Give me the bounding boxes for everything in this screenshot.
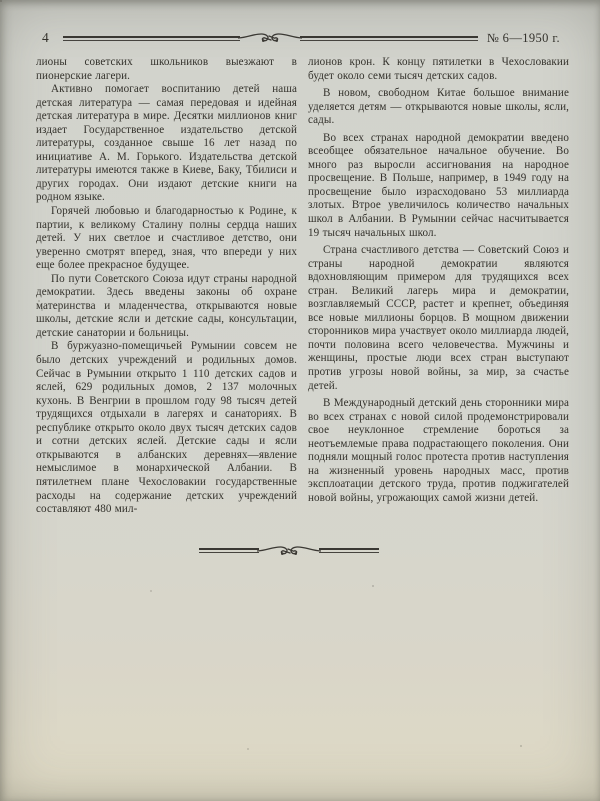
footer-rule-right bbox=[319, 548, 379, 553]
header-rule-right bbox=[300, 36, 478, 41]
footer-divider bbox=[199, 544, 379, 558]
paragraph: Активно помогает воспитанию детей наша детская литература — самая передовая и идейная детская литература в мире. Десятки миллионов книг издает Государственное издательство детской литературы, созданное свыше 16 лет назад по инициативе А. М. Горького. Издательства детской литературы имеются также в Киеве, Баку, Тбилиси и других городах. Они издают детские книги на родном языке. bbox=[36, 83, 297, 204]
header-rule bbox=[63, 31, 478, 45]
left-column bbox=[36, 56, 297, 517]
paragraph: В буржуазно-помещичьей Румынии совсем не было детских учреждений и родильных домов. Сейчас в Румынии открыто 1 110 детских садов и яслей, 629 родильных домов, 2 137 молочных кухонь. В Венгрии в прошлом году 98 тысяч детей трудящихся отдыхали в лагерях и санаториях. В республике открыто около двух тысяч детских садов и сотни детских яслей. Детские сады и ясли открываются в албанских деревнях—явление немыслимое в монархической Албании. В пятилетнем плане Чехословакии государственные расходы на содержание детских учреждений составляют 480 мил- bbox=[36, 340, 297, 516]
header-rule-left bbox=[63, 36, 241, 41]
right-column bbox=[308, 56, 569, 517]
divider-swirl-ornament bbox=[257, 544, 321, 558]
paragraph: лионы советских школьников выезжают в пионерские лагери. bbox=[36, 56, 297, 82]
paragraph: В Международный детский день сторонники мира во всех странах с новой силой продемонстрировали свое неуклонное стремление бороться за неотъемлемые права подрастающего поколения. Они подняли мощный голос протеста против наступления на жизненный уровень народных масс, против эксплоатации детского труда, против поджигателей новой войны, угрожающих самой жизни детей. bbox=[308, 397, 569, 504]
issue-label: № 6—1950 г. bbox=[486, 31, 560, 45]
page-number: 4 bbox=[42, 30, 49, 45]
paragraph: лионов крон. К концу пятилетки в Чехословакии будет около семи тысяч детских садов. bbox=[308, 56, 569, 82]
paragraph: В новом, свободном Китае большое внимание уделяется детям — открываются новые школы, ясли, сады. bbox=[308, 87, 569, 127]
divider-swirl-ornament bbox=[238, 31, 302, 45]
paragraph: Во всех странах народной демократии введено всеобщее обязательное начальное обучение. Во много раз выросли ассигнования на народное просвещение. В Польше, например, в 1949 году на просвещение было израсходовано 53 миллиарда злотых. Втрое увеличилось количество начальных школ в Албании. В Румынии сейчас насчитывается 19 тысяч начальных школ. bbox=[308, 131, 569, 239]
paragraph: Страна счастливого детства — Советский Союз и страны народной демократии являются вдохновляющим примером для трудящихся всех стран. Великий лагерь мира и демократии, возглавляемый СССР, растет и крепнет, объединяя все новые миллионы борцов. В мощном движении сторонников мира участвует около миллиарда людей, почти половина всего человечества. Мужчины и женщины, простые люди всех стран выступают против угрозы новой войны, за мир, за счастье детей. bbox=[308, 244, 569, 392]
paragraph: По пути Советского Союза идут страны народной демократии. Здесь введены законы об охране материнства и младенчества, открываются новые школы, детские ясли и детские сады, консультации, детские санатории и больницы. bbox=[36, 272, 297, 339]
page-header bbox=[0, 0, 600, 45]
footer-rule-left bbox=[199, 548, 259, 553]
paragraph: Горячей любовью и благодарностью к Родине, к партии, к великому Сталину полны сердца наших детей. У них светлое и счастливое детство, они уверенно смотрят вперед, зная, что впереди у них еще более прекрасное будущее. bbox=[36, 205, 297, 272]
text-columns bbox=[0, 45, 600, 517]
paper-specks bbox=[0, 0, 2, 2]
